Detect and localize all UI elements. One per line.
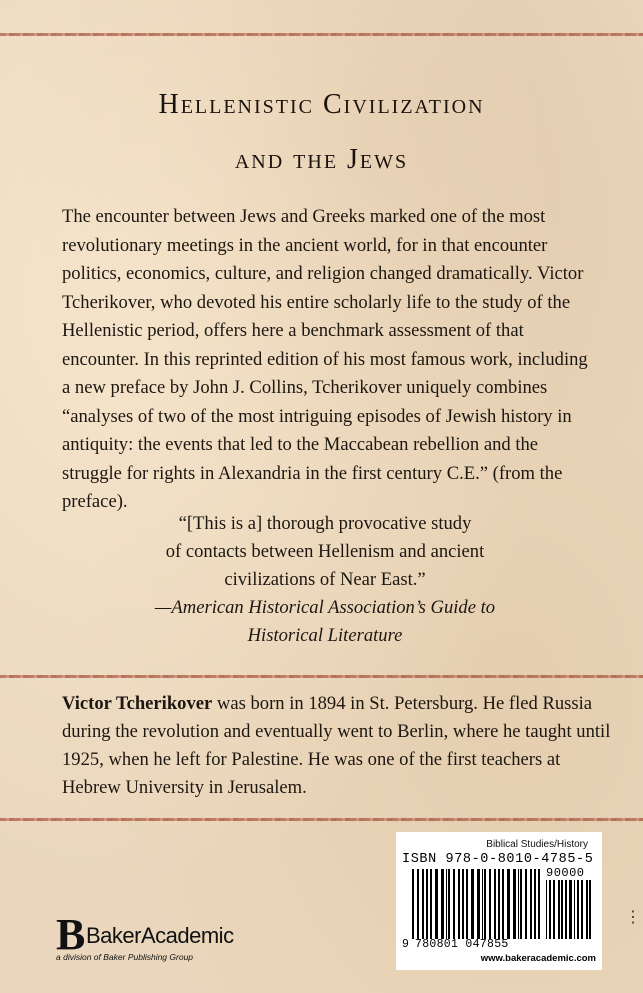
barcode-bar [502,869,504,939]
publisher-url: www.bakeracademic.com [480,953,596,964]
publisher-logo-mark: B [56,910,86,959]
quote-line: of contacts between Hellenism and ancient [165,541,485,562]
barcode-bar [498,869,500,939]
quote-source: Historical Literature [247,625,403,646]
barcode-panel [396,832,602,970]
barcode-bar [426,869,428,939]
publisher-subtitle: a division of Baker Publishing Group [56,952,194,962]
barcode-bar [489,869,491,939]
barcode-bar [458,869,460,939]
barcode-bar [525,869,527,939]
corner-mark: ⋮ [625,909,641,926]
barcode-first-digit: 9 [402,938,409,951]
barcode-digits: 780801 047855 [415,938,509,951]
barcode-bar [494,869,496,939]
isbn-label: ISBN 978-0-8010-4785-5 [402,852,594,867]
publisher-name: BakerAcademic [86,923,234,948]
barcode-bar [553,880,555,939]
barcode-bar [417,869,419,939]
quote-source: —American Historical Association’s Guide to [154,597,496,618]
barcode-bar [534,869,536,939]
barcode-bar [446,869,447,939]
barcode-bar [538,869,540,939]
barcode-bar [484,869,486,939]
quote-line: “[This is a] thorough provocative study [178,513,472,534]
review-quote [80,510,570,650]
price-code: 90000 [546,866,585,880]
quote-line: civilizations of Near East.” [224,569,426,590]
book-title-line2: and the Jews [234,144,409,175]
barcode-bar [441,869,444,939]
barcode-bar [565,880,567,939]
top-border-rule [0,33,643,36]
barcode-bar [586,880,588,939]
barcode-bar [549,880,551,939]
barcode-bar [574,880,575,939]
barcode-bar [412,869,414,939]
barcode-bar [462,869,464,939]
barcode-bar [569,880,572,939]
barcode-bar [482,869,483,939]
barcode-bar [466,869,468,939]
barcode-bar [435,869,438,939]
barcode-bar [577,880,579,939]
barcode-bar [589,880,591,939]
barcode-bar [422,869,424,939]
barcode-bar [453,869,455,939]
book-description: The encounter between Jews and Greeks marked one of the most revolutionary meetings in the ancient world, for in that encounter politics, economics, culture, and religion changed dramatically. Victor Tcherikover, who devoted his entire scholarly life to the study of the Hellenistic period, offers here a benchmark assessment of that encounter. In this reprinted edition of his most famous work, including a new preface by John J. Collins, Tcherikover uniquely combines “analyses of two of the most intriguing episodes of Jewish history in antiquity: the events that led to the Maccabean rebellion and the struggle for rights in Alexandria in the first century C.E.” (from the preface). [62,206,588,512]
bisac-category: Biblical Studies/History [486,839,588,850]
author-bio [62,690,622,802]
book-title-line1: Hellenistic Civilization [158,89,485,120]
barcode-bar [448,869,450,939]
barcode-bar [546,880,547,939]
barcode-bar [558,880,560,939]
barcode-bar [507,869,510,939]
barcode-bar [477,869,480,939]
barcode-bar [520,869,522,939]
section-divider [0,818,643,821]
author-name: Victor Tcherikover [62,693,213,714]
barcode-bar [471,869,474,939]
barcode-bar [518,869,519,939]
author-bio-text: was born in 1894 in St. Petersburg. He fled Russia during the revolution and eventually went to Berlin, where he taught until 1925, when he left for Palestine. He was one of the first teachers at Hebrew University in Jerusalem. [62,693,611,798]
section-divider [0,675,643,678]
barcode-bar [430,869,432,939]
barcode-bar [530,869,532,939]
barcode-bar [513,869,516,939]
barcode-bar [561,880,563,939]
barcode-bar [581,880,583,939]
